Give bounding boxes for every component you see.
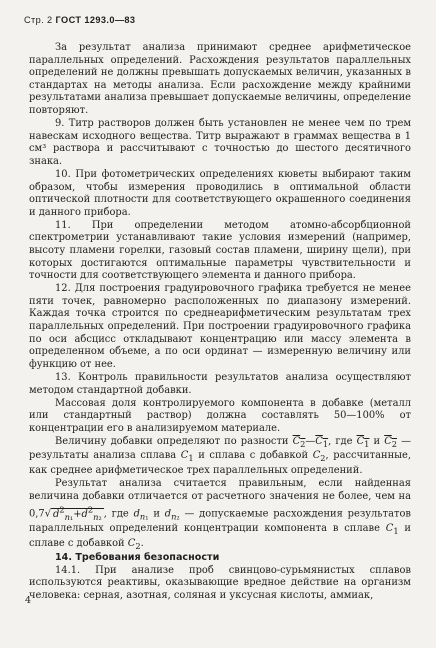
document-body	[29, 42, 411, 603]
paragraph-14-1: 14.1. При анализе проб свинцово-сурьмянистых сплавов используются реактивы, оказывающие вредное действие на организм человека: серная, азотная, соляная и уксусная кислоты, аммиак,	[29, 564, 411, 602]
header-doc-code: ГОСТ 1293.0—83	[55, 15, 136, 25]
paragraph-13-correctness: Результат анализа считается правильным, если найденная величина добавки отличается от расчетного значения не более, чем на 0,7√ $d^2_{n_1}+d^2_{n_2}$ , где $d_{n_1}$ и $d_{n_2}$ — допускаемые расхождения результатов параллельных определений концентрации компонента в сплаве $C_1$ и сплаве с добавкой $C_2$.	[29, 478, 411, 551]
page-number: 4	[25, 595, 32, 606]
paragraph-10: 10. При фотометрических определениях кюветы выбирают таким образом, чтобы измерения проводились в оптимальной области оптической плотности для соответствующего окрашенного соединения и данного прибора.	[29, 168, 411, 218]
paragraph-results: За результат анализа принимают среднее арифметическое параллельных определений. Расхождения результатов параллельных определений не должны превышать допускаемых величин, указанных в стандартах на методы анализа. Если расхождение между крайними результатами анализа превышает допускаемые величины, определение повторяют.	[29, 42, 411, 116]
page-header	[24, 15, 135, 25]
paragraph-13: 13. Контроль правильности результатов анализа осуществляют методом стандартной добавки.	[29, 371, 411, 396]
paragraph-12: 12. Для построения градуировочного графика требуется не менее пяти точек, равномерно расположенных по диапазону измерений. Каждая точка строится по среднеарифметическим результатам трех параллельных определений. При построении градуировочного графика по оси абсцисс откладывают концентрацию или массу элемента в определенном объеме, а по оси ординат — измеренную величину или функцию от нее.	[29, 283, 411, 370]
paragraph-13-addition-value: Величину добавки определяют по разности $C_2—C_1$, где $C_1$ и $C_2$ — результаты анализа сплава $C_1$ и сплава с добавкой $C_2$, рассчитанные, как среднее арифметическое трех параллельных определений.	[29, 435, 412, 477]
section-heading-safety: 14. Требования безопасности	[55, 552, 220, 564]
radical-expression: $d^2_{n_1}+d^2_{n_2}$	[53, 504, 102, 522]
paragraph-13-addition-share: Массовая доля контролируемого компонента в добавке (металл или стандартный раствор) должна составлять 50—100% от концентрации его в анализируемом материале.	[29, 397, 411, 434]
header-page-prefix: Стр. 2	[24, 15, 53, 25]
paragraph-9: 9. Титр растворов должен быть установлен не менее чем по трем навескам исходного вещества. Титр выражают в граммах вещества в 1 см³ раствора и рассчитывают с точностью до шестого десятичного знака.	[29, 118, 411, 167]
paragraph-11: 11. При определении методом атомно-абсорбционной спектрометрии устанавливают такие условия измерений (например, высоту пламени горелки, газовый состав пламени, ширину щели), при которых достигаются оптимальные параметры чувствительности и точности для соответствующего элемента и данного прибора.	[29, 219, 411, 282]
